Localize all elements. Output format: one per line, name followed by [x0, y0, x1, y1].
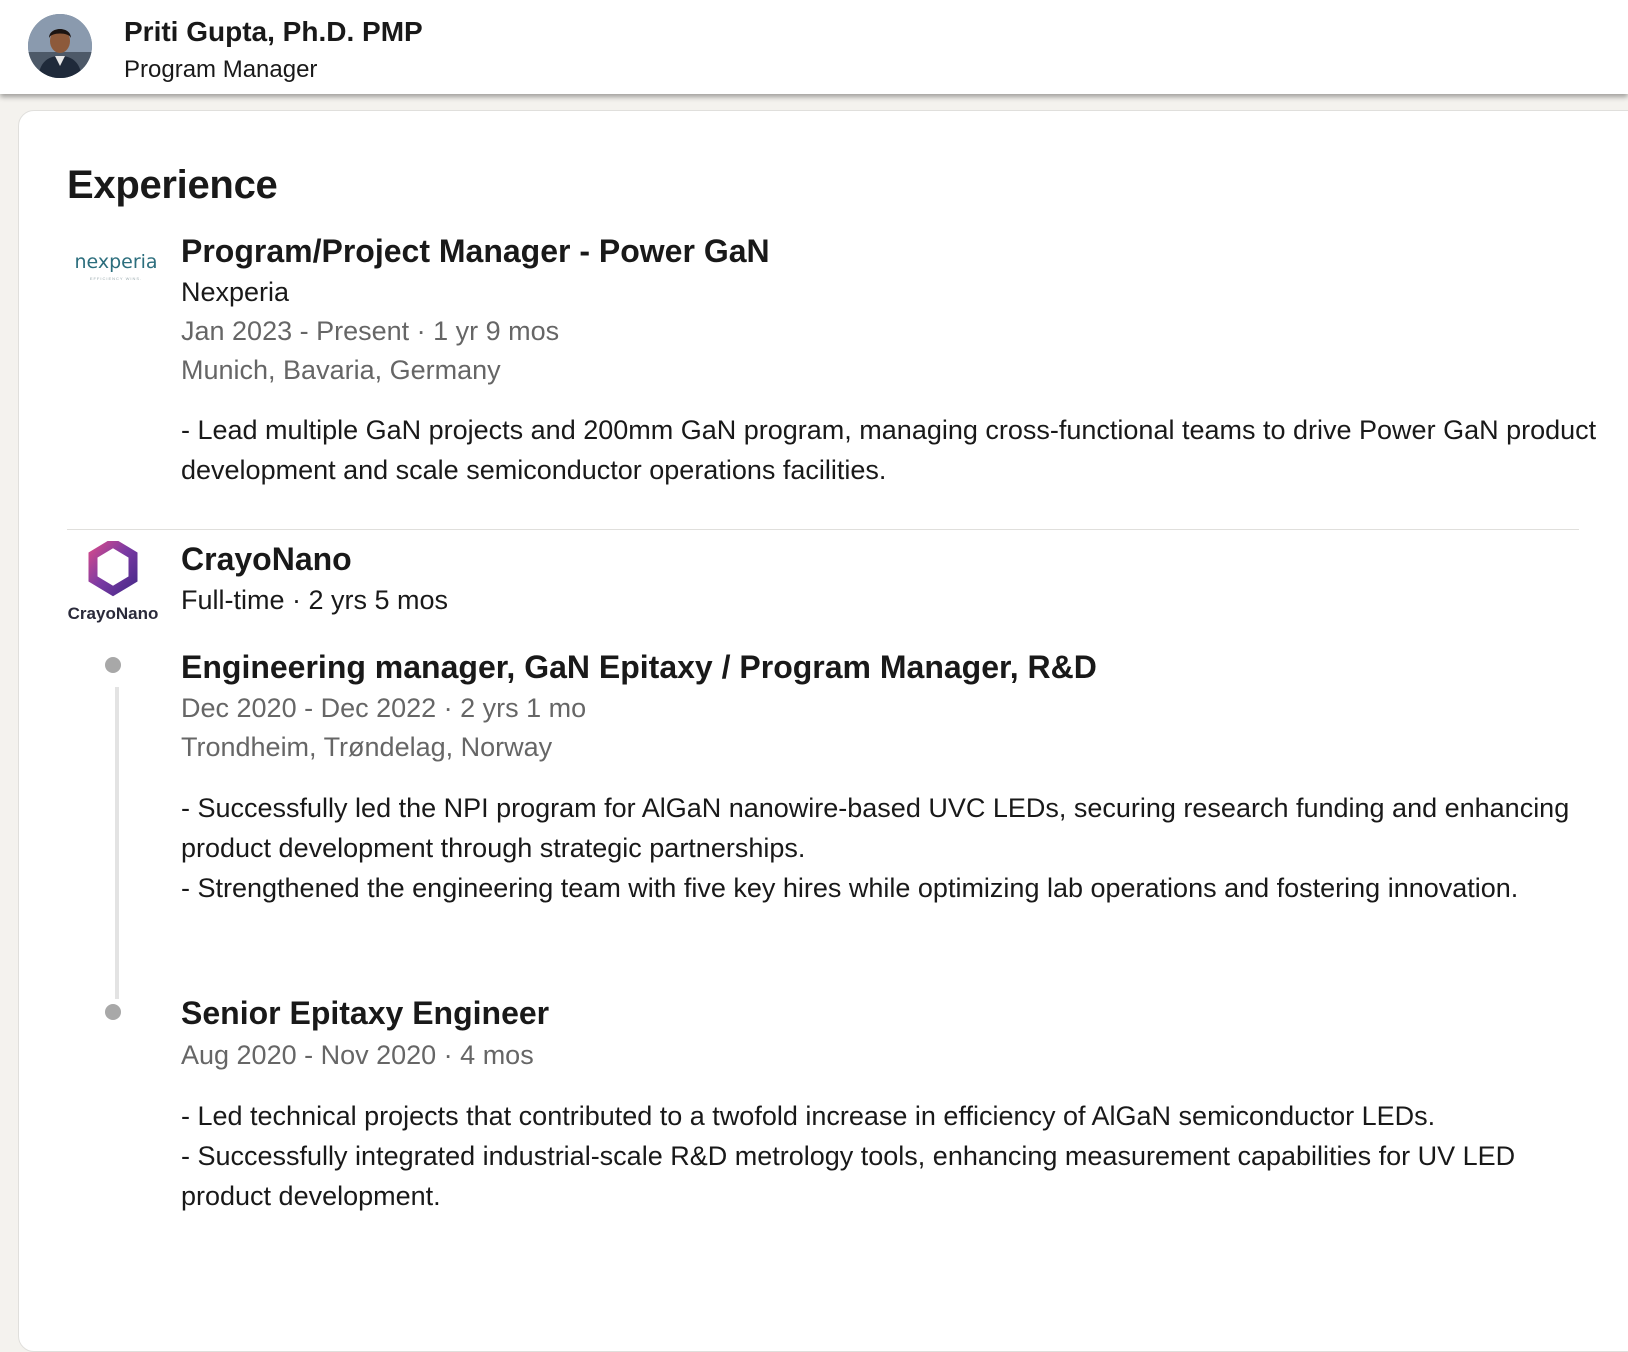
- timeline-dot: [105, 1004, 121, 1020]
- company-name[interactable]: Nexperia: [181, 277, 290, 307]
- nexperia-logo[interactable]: [73, 251, 159, 295]
- role-title[interactable]: Senior Epitaxy Engineer: [181, 995, 550, 1031]
- section-title: Experience: [67, 163, 278, 207]
- profile-avatar[interactable]: [28, 14, 92, 78]
- role-description: - Successfully led the NPI program for AlGaN nanowire-based UVC LEDs, securing research funding and enhancing product development through strategic partnerships. - Strengthened the engineering team with five key hires while optimizing lab operations and fostering innovation.: [181, 793, 1570, 903]
- entry-divider: [67, 529, 1579, 530]
- role-location: Trondheim, Trøndelag, Norway: [181, 732, 553, 762]
- role-dates: Aug 2020 - Nov 2020 · 4 mos: [181, 1040, 534, 1070]
- timeline-connector: [115, 687, 119, 999]
- company-name-heading[interactable]: CrayoNano: [181, 541, 352, 577]
- job-description: - Lead multiple GaN projects and 200mm GaN program, managing cross-functional teams to drive Power GaN product development and scale semiconductor operations facilities.: [181, 415, 1597, 485]
- role-dates: Dec 2020 - Dec 2022 · 2 yrs 1 mo: [181, 693, 587, 723]
- person-photo-icon: [28, 14, 92, 78]
- job-title[interactable]: Program/Project Manager - Power GaN: [181, 233, 770, 269]
- job-location: Munich, Bavaria, Germany: [181, 355, 501, 385]
- crayonano-logo[interactable]: [63, 541, 163, 621]
- profile-sticky-header: [0, 0, 1628, 94]
- employment-summary: Full-time · 2 yrs 5 mos: [181, 585, 449, 615]
- job-dates: Jan 2023 - Present · 1 yr 9 mos: [181, 316, 560, 346]
- crayonano-logo-text: CrayoNano: [67, 604, 159, 623]
- role-title[interactable]: Engineering manager, GaN Epitaxy / Program Manager, R&D: [181, 649, 1097, 685]
- nexperia-logo-tagline: EFFICIENCY WINS.: [89, 276, 143, 281]
- experience-card: [18, 110, 1628, 1352]
- role-description: - Led technical projects that contributed to a twofold increase in efficiency of AlGaN semiconductor LEDs. - Successfully integrated industrial-scale R&D metrology tools, enhancing measurement capabilities for UV LED product development.: [181, 1101, 1516, 1211]
- profile-headline: Program Manager: [124, 56, 318, 83]
- timeline-dot: [105, 657, 121, 673]
- crayonano-hexagon-icon: [63, 541, 163, 597]
- nexperia-logo-text: nexperia: [74, 251, 158, 273]
- profile-name[interactable]: Priti Gupta, Ph.D. PMP: [124, 16, 423, 47]
